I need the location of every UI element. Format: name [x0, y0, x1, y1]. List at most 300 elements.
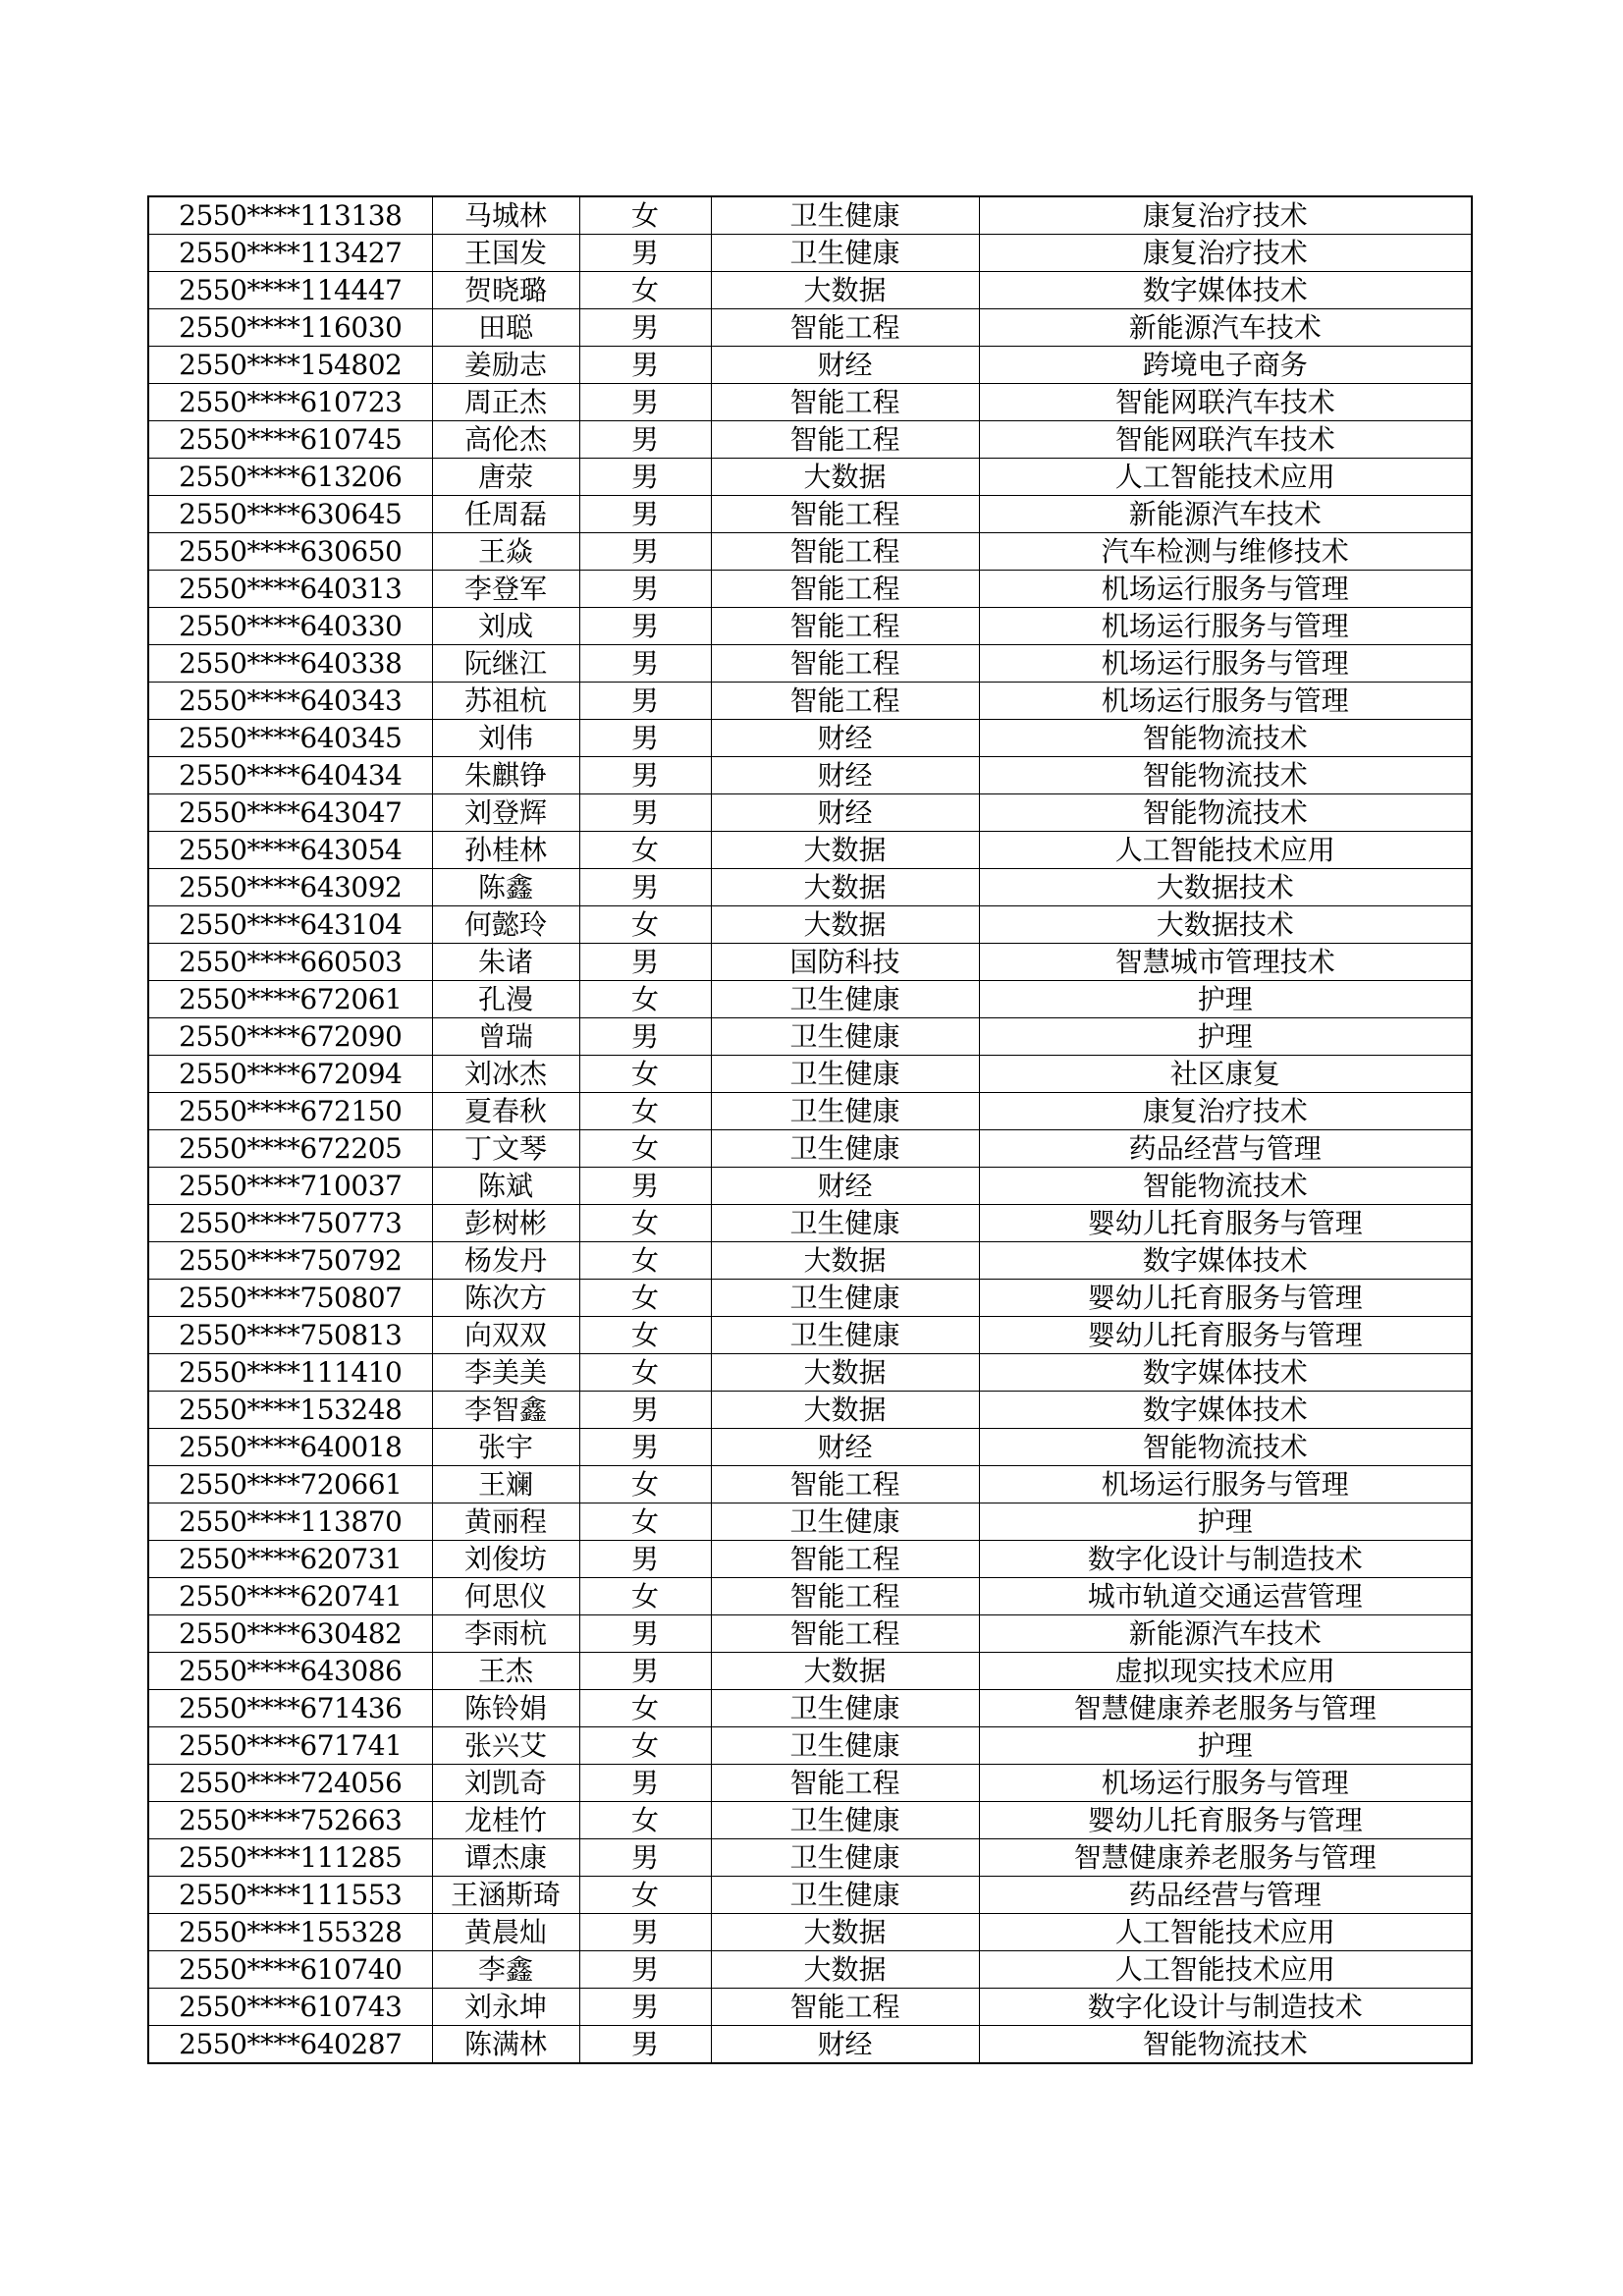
gender-cell: 女 — [579, 1056, 711, 1093]
gender-cell: 男 — [579, 571, 711, 608]
college-cell: 大数据 — [711, 869, 979, 906]
table-row — [148, 1205, 1472, 1242]
student-name-cell: 王国发 — [432, 235, 579, 272]
student-id-cell: 2550****643047 — [148, 794, 432, 832]
college-cell: 大数据 — [711, 906, 979, 944]
college-cell: 卫生健康 — [711, 196, 979, 235]
student-name-cell: 孔漫 — [432, 981, 579, 1018]
college-cell: 卫生健康 — [711, 1802, 979, 1839]
student-name-cell: 刘成 — [432, 608, 579, 645]
major-cell: 智能物流技术 — [979, 1168, 1472, 1205]
major-cell: 婴幼儿托育服务与管理 — [979, 1802, 1472, 1839]
major-cell: 智能网联汽车技术 — [979, 421, 1472, 459]
gender-cell: 男 — [579, 1392, 711, 1429]
table-row — [148, 832, 1472, 869]
college-cell: 卫生健康 — [711, 1056, 979, 1093]
major-cell: 机场运行服务与管理 — [979, 1466, 1472, 1503]
major-cell: 护理 — [979, 981, 1472, 1018]
major-cell: 药品经营与管理 — [979, 1877, 1472, 1914]
table-row — [148, 1541, 1472, 1578]
major-cell: 机场运行服务与管理 — [979, 571, 1472, 608]
college-cell: 卫生健康 — [711, 1727, 979, 1765]
college-cell: 智能工程 — [711, 608, 979, 645]
college-cell: 智能工程 — [711, 384, 979, 421]
college-cell: 财经 — [711, 720, 979, 757]
major-cell: 智慧健康养老服务与管理 — [979, 1690, 1472, 1727]
table-row — [148, 683, 1472, 720]
table-row — [148, 1690, 1472, 1727]
student-id-cell: 2550****672205 — [148, 1130, 432, 1168]
table-row — [148, 1503, 1472, 1541]
major-cell: 婴幼儿托育服务与管理 — [979, 1317, 1472, 1354]
student-id-cell: 2550****610743 — [148, 1989, 432, 2026]
student-name-cell: 向双双 — [432, 1317, 579, 1354]
major-cell: 数字媒体技术 — [979, 272, 1472, 309]
table-row — [148, 235, 1472, 272]
gender-cell: 女 — [579, 832, 711, 869]
student-id-cell: 2550****640434 — [148, 757, 432, 794]
student-id-cell: 2550****640345 — [148, 720, 432, 757]
table-row — [148, 1914, 1472, 1951]
student-id-cell: 2550****111553 — [148, 1877, 432, 1914]
college-cell: 卫生健康 — [711, 1839, 979, 1877]
college-cell: 智能工程 — [711, 421, 979, 459]
college-cell: 大数据 — [711, 272, 979, 309]
student-name-cell: 陈斌 — [432, 1168, 579, 1205]
student-name-cell: 田聪 — [432, 309, 579, 347]
student-id-cell: 2550****671436 — [148, 1690, 432, 1727]
major-cell: 数字媒体技术 — [979, 1242, 1472, 1280]
college-cell: 财经 — [711, 1429, 979, 1466]
college-cell: 智能工程 — [711, 1578, 979, 1615]
student-id-cell: 2550****630650 — [148, 533, 432, 571]
college-cell: 智能工程 — [711, 1615, 979, 1653]
college-cell: 国防科技 — [711, 944, 979, 981]
table-row — [148, 645, 1472, 683]
gender-cell: 男 — [579, 533, 711, 571]
major-cell: 城市轨道交通运营管理 — [979, 1578, 1472, 1615]
table-row — [148, 608, 1472, 645]
table-row — [148, 196, 1472, 235]
table-row — [148, 1578, 1472, 1615]
student-id-cell: 2550****154802 — [148, 347, 432, 384]
student-id-cell: 2550****672150 — [148, 1093, 432, 1130]
gender-cell: 女 — [579, 1802, 711, 1839]
major-cell: 新能源汽车技术 — [979, 309, 1472, 347]
major-cell: 婴幼儿托育服务与管理 — [979, 1205, 1472, 1242]
college-cell: 大数据 — [711, 1242, 979, 1280]
major-cell: 智能物流技术 — [979, 1429, 1472, 1466]
gender-cell: 男 — [579, 1168, 711, 1205]
table-row — [148, 1802, 1472, 1839]
student-name-cell: 曾瑞 — [432, 1018, 579, 1056]
table-row — [148, 1130, 1472, 1168]
major-cell: 大数据技术 — [979, 906, 1472, 944]
gender-cell: 男 — [579, 1765, 711, 1802]
gender-cell: 男 — [579, 757, 711, 794]
major-cell: 人工智能技术应用 — [979, 459, 1472, 496]
gender-cell: 女 — [579, 1578, 711, 1615]
major-cell: 智能网联汽车技术 — [979, 384, 1472, 421]
major-cell: 机场运行服务与管理 — [979, 683, 1472, 720]
student-name-cell: 阮继江 — [432, 645, 579, 683]
college-cell: 大数据 — [711, 1951, 979, 1989]
student-id-cell: 2550****153248 — [148, 1392, 432, 1429]
major-cell: 智能物流技术 — [979, 757, 1472, 794]
table-row — [148, 1242, 1472, 1280]
major-cell: 大数据技术 — [979, 869, 1472, 906]
college-cell: 智能工程 — [711, 533, 979, 571]
college-cell: 卫生健康 — [711, 981, 979, 1018]
table-row — [148, 1018, 1472, 1056]
student-name-cell: 何懿玲 — [432, 906, 579, 944]
college-cell: 智能工程 — [711, 683, 979, 720]
gender-cell: 女 — [579, 1727, 711, 1765]
gender-cell: 男 — [579, 720, 711, 757]
table-row — [148, 1168, 1472, 1205]
table-row — [148, 1429, 1472, 1466]
major-cell: 新能源汽车技术 — [979, 1615, 1472, 1653]
gender-cell: 男 — [579, 1951, 711, 1989]
student-name-cell: 张宇 — [432, 1429, 579, 1466]
student-id-cell: 2550****750813 — [148, 1317, 432, 1354]
gender-cell: 男 — [579, 1989, 711, 2026]
student-name-cell: 李登军 — [432, 571, 579, 608]
table-row — [148, 1466, 1472, 1503]
student-id-cell: 2550****113870 — [148, 1503, 432, 1541]
major-cell: 护理 — [979, 1018, 1472, 1056]
student-name-cell: 刘永坤 — [432, 1989, 579, 2026]
college-cell: 大数据 — [711, 832, 979, 869]
student-name-cell: 丁文琴 — [432, 1130, 579, 1168]
college-cell: 卫生健康 — [711, 1877, 979, 1914]
college-cell: 智能工程 — [711, 496, 979, 533]
student-id-cell: 2550****660503 — [148, 944, 432, 981]
gender-cell: 男 — [579, 421, 711, 459]
student-id-cell: 2550****672061 — [148, 981, 432, 1018]
college-cell: 财经 — [711, 347, 979, 384]
gender-cell: 女 — [579, 1690, 711, 1727]
gender-cell: 女 — [579, 1280, 711, 1317]
major-cell: 护理 — [979, 1727, 1472, 1765]
table-row — [148, 2026, 1472, 2064]
student-name-cell: 彭树彬 — [432, 1205, 579, 1242]
gender-cell: 女 — [579, 1242, 711, 1280]
major-cell: 康复治疗技术 — [979, 235, 1472, 272]
college-cell: 财经 — [711, 794, 979, 832]
student-id-cell: 2550****710037 — [148, 1168, 432, 1205]
student-id-cell: 2550****620731 — [148, 1541, 432, 1578]
student-id-cell: 2550****643086 — [148, 1653, 432, 1690]
major-cell: 药品经营与管理 — [979, 1130, 1472, 1168]
student-id-cell: 2550****113138 — [148, 196, 432, 235]
student-id-cell: 2550****750773 — [148, 1205, 432, 1242]
roster-table-body — [148, 196, 1472, 2063]
college-cell: 大数据 — [711, 1354, 979, 1392]
student-name-cell: 刘登辉 — [432, 794, 579, 832]
college-cell: 财经 — [711, 757, 979, 794]
college-cell: 智能工程 — [711, 1466, 979, 1503]
major-cell: 数字化设计与制造技术 — [979, 1989, 1472, 2026]
college-cell: 智能工程 — [711, 309, 979, 347]
college-cell: 大数据 — [711, 1653, 979, 1690]
table-row — [148, 1765, 1472, 1802]
gender-cell: 男 — [579, 645, 711, 683]
student-id-cell: 2550****640343 — [148, 683, 432, 720]
college-cell: 大数据 — [711, 1392, 979, 1429]
student-name-cell: 马城林 — [432, 196, 579, 235]
gender-cell: 女 — [579, 1093, 711, 1130]
student-id-cell: 2550****640338 — [148, 645, 432, 683]
student-id-cell: 2550****643092 — [148, 869, 432, 906]
gender-cell: 男 — [579, 309, 711, 347]
student-name-cell: 王焱 — [432, 533, 579, 571]
gender-cell: 男 — [579, 384, 711, 421]
student-name-cell: 李雨杭 — [432, 1615, 579, 1653]
table-row — [148, 1615, 1472, 1653]
student-name-cell: 朱诸 — [432, 944, 579, 981]
student-name-cell: 刘凯奇 — [432, 1765, 579, 1802]
table-row — [148, 347, 1472, 384]
gender-cell: 男 — [579, 2026, 711, 2064]
college-cell: 卫生健康 — [711, 1280, 979, 1317]
student-id-cell: 2550****640287 — [148, 2026, 432, 2064]
major-cell: 数字媒体技术 — [979, 1392, 1472, 1429]
table-row — [148, 906, 1472, 944]
table-row — [148, 1877, 1472, 1914]
college-cell: 卫生健康 — [711, 1018, 979, 1056]
major-cell: 新能源汽车技术 — [979, 496, 1472, 533]
student-name-cell: 刘伟 — [432, 720, 579, 757]
major-cell: 智慧城市管理技术 — [979, 944, 1472, 981]
student-name-cell: 何思仪 — [432, 1578, 579, 1615]
student-name-cell: 王涵斯琦 — [432, 1877, 579, 1914]
table-row — [148, 981, 1472, 1018]
student-id-cell: 2550****630482 — [148, 1615, 432, 1653]
gender-cell: 男 — [579, 1653, 711, 1690]
gender-cell: 女 — [579, 1130, 711, 1168]
gender-cell: 男 — [579, 608, 711, 645]
table-row — [148, 384, 1472, 421]
table-row — [148, 1354, 1472, 1392]
student-name-cell: 李美美 — [432, 1354, 579, 1392]
student-name-cell: 陈鑫 — [432, 869, 579, 906]
student-name-cell: 高伦杰 — [432, 421, 579, 459]
college-cell: 财经 — [711, 2026, 979, 2064]
student-name-cell: 贺晓璐 — [432, 272, 579, 309]
gender-cell: 女 — [579, 1877, 711, 1914]
major-cell: 护理 — [979, 1503, 1472, 1541]
student-name-cell: 唐荥 — [432, 459, 579, 496]
major-cell: 跨境电子商务 — [979, 347, 1472, 384]
student-name-cell: 孙桂林 — [432, 832, 579, 869]
student-name-cell: 姜励志 — [432, 347, 579, 384]
gender-cell: 男 — [579, 496, 711, 533]
table-row — [148, 757, 1472, 794]
table-row — [148, 1839, 1472, 1877]
table-row — [148, 533, 1472, 571]
student-name-cell: 夏春秋 — [432, 1093, 579, 1130]
table-row — [148, 309, 1472, 347]
student-id-cell: 2550****672094 — [148, 1056, 432, 1093]
student-id-cell: 2550****672090 — [148, 1018, 432, 1056]
gender-cell: 男 — [579, 944, 711, 981]
major-cell: 人工智能技术应用 — [979, 1914, 1472, 1951]
student-name-cell: 李鑫 — [432, 1951, 579, 1989]
student-name-cell: 朱麒铮 — [432, 757, 579, 794]
college-cell: 卫生健康 — [711, 1130, 979, 1168]
table-row — [148, 720, 1472, 757]
student-id-cell: 2550****643104 — [148, 906, 432, 944]
student-id-cell: 2550****750792 — [148, 1242, 432, 1280]
table-row — [148, 1093, 1472, 1130]
student-id-cell: 2550****643054 — [148, 832, 432, 869]
student-name-cell: 任周磊 — [432, 496, 579, 533]
major-cell: 数字媒体技术 — [979, 1354, 1472, 1392]
student-name-cell: 刘俊坊 — [432, 1541, 579, 1578]
gender-cell: 女 — [579, 1466, 711, 1503]
student-id-cell: 2550****610745 — [148, 421, 432, 459]
table-row — [148, 1392, 1472, 1429]
gender-cell: 男 — [579, 1429, 711, 1466]
major-cell: 机场运行服务与管理 — [979, 608, 1472, 645]
college-cell: 卫生健康 — [711, 1317, 979, 1354]
student-id-cell: 2550****610740 — [148, 1951, 432, 1989]
table-row — [148, 794, 1472, 832]
major-cell: 婴幼儿托育服务与管理 — [979, 1280, 1472, 1317]
table-row — [148, 869, 1472, 906]
college-cell: 卫生健康 — [711, 235, 979, 272]
table-row — [148, 571, 1472, 608]
gender-cell: 男 — [579, 235, 711, 272]
student-name-cell: 黄丽程 — [432, 1503, 579, 1541]
college-cell: 智能工程 — [711, 1765, 979, 1802]
gender-cell: 男 — [579, 683, 711, 720]
gender-cell: 女 — [579, 906, 711, 944]
gender-cell: 男 — [579, 1615, 711, 1653]
student-id-cell: 2550****114447 — [148, 272, 432, 309]
student-id-cell: 2550****720661 — [148, 1466, 432, 1503]
student-id-cell: 2550****116030 — [148, 309, 432, 347]
major-cell: 人工智能技术应用 — [979, 1951, 1472, 1989]
student-name-cell: 杨发丹 — [432, 1242, 579, 1280]
gender-cell: 男 — [579, 1018, 711, 1056]
student-name-cell: 苏祖杭 — [432, 683, 579, 720]
student-id-cell: 2550****613206 — [148, 459, 432, 496]
student-roster-table — [147, 195, 1473, 2064]
major-cell: 智能物流技术 — [979, 2026, 1472, 2064]
table-row — [148, 1727, 1472, 1765]
major-cell: 数字化设计与制造技术 — [979, 1541, 1472, 1578]
student-id-cell: 2550****113427 — [148, 235, 432, 272]
college-cell: 智能工程 — [711, 1989, 979, 2026]
gender-cell: 女 — [579, 1503, 711, 1541]
gender-cell: 男 — [579, 794, 711, 832]
student-name-cell: 谭杰康 — [432, 1839, 579, 1877]
college-cell: 智能工程 — [711, 645, 979, 683]
table-row — [148, 1280, 1472, 1317]
gender-cell: 男 — [579, 1914, 711, 1951]
student-id-cell: 2550****671741 — [148, 1727, 432, 1765]
gender-cell: 女 — [579, 272, 711, 309]
student-name-cell: 周正杰 — [432, 384, 579, 421]
student-name-cell: 张兴艾 — [432, 1727, 579, 1765]
table-row — [148, 496, 1472, 533]
college-cell: 大数据 — [711, 1914, 979, 1951]
gender-cell: 男 — [579, 1541, 711, 1578]
college-cell: 卫生健康 — [711, 1093, 979, 1130]
major-cell: 智能物流技术 — [979, 720, 1472, 757]
student-name-cell: 陈次方 — [432, 1280, 579, 1317]
table-row — [148, 944, 1472, 981]
table-row — [148, 272, 1472, 309]
table-row — [148, 459, 1472, 496]
major-cell: 康复治疗技术 — [979, 196, 1472, 235]
college-cell: 智能工程 — [711, 1541, 979, 1578]
student-id-cell: 2550****750807 — [148, 1280, 432, 1317]
gender-cell: 女 — [579, 981, 711, 1018]
major-cell: 社区康复 — [979, 1056, 1472, 1093]
student-id-cell: 2550****111410 — [148, 1354, 432, 1392]
college-cell: 卫生健康 — [711, 1690, 979, 1727]
student-name-cell: 王杰 — [432, 1653, 579, 1690]
college-cell: 卫生健康 — [711, 1503, 979, 1541]
student-name-cell: 刘冰杰 — [432, 1056, 579, 1093]
gender-cell: 女 — [579, 196, 711, 235]
student-id-cell: 2550****610723 — [148, 384, 432, 421]
gender-cell: 女 — [579, 1205, 711, 1242]
student-id-cell: 2550****724056 — [148, 1765, 432, 1802]
student-id-cell: 2550****640313 — [148, 571, 432, 608]
gender-cell: 男 — [579, 347, 711, 384]
student-id-cell: 2550****111285 — [148, 1839, 432, 1877]
gender-cell: 男 — [579, 459, 711, 496]
student-name-cell: 龙桂竹 — [432, 1802, 579, 1839]
table-row — [148, 1056, 1472, 1093]
major-cell: 智慧健康养老服务与管理 — [979, 1839, 1472, 1877]
student-id-cell: 2550****752663 — [148, 1802, 432, 1839]
student-id-cell: 2550****640018 — [148, 1429, 432, 1466]
student-id-cell: 2550****630645 — [148, 496, 432, 533]
table-row — [148, 421, 1472, 459]
major-cell: 康复治疗技术 — [979, 1093, 1472, 1130]
major-cell: 机场运行服务与管理 — [979, 1765, 1472, 1802]
student-name-cell: 陈满林 — [432, 2026, 579, 2064]
major-cell: 智能物流技术 — [979, 794, 1472, 832]
student-name-cell: 李智鑫 — [432, 1392, 579, 1429]
major-cell: 人工智能技术应用 — [979, 832, 1472, 869]
table-row — [148, 1653, 1472, 1690]
table-row — [148, 1989, 1472, 2026]
gender-cell: 女 — [579, 1317, 711, 1354]
college-cell: 大数据 — [711, 459, 979, 496]
student-id-cell: 2550****640330 — [148, 608, 432, 645]
major-cell: 虚拟现实技术应用 — [979, 1653, 1472, 1690]
table-row — [148, 1951, 1472, 1989]
college-cell: 财经 — [711, 1168, 979, 1205]
student-id-cell: 2550****155328 — [148, 1914, 432, 1951]
major-cell: 机场运行服务与管理 — [979, 645, 1472, 683]
college-cell: 智能工程 — [711, 571, 979, 608]
student-name-cell: 王斓 — [432, 1466, 579, 1503]
table-row — [148, 1317, 1472, 1354]
major-cell: 汽车检测与维修技术 — [979, 533, 1472, 571]
gender-cell: 女 — [579, 1354, 711, 1392]
student-name-cell: 陈铃娟 — [432, 1690, 579, 1727]
college-cell: 卫生健康 — [711, 1205, 979, 1242]
student-name-cell: 黄晨灿 — [432, 1914, 579, 1951]
student-id-cell: 2550****620741 — [148, 1578, 432, 1615]
